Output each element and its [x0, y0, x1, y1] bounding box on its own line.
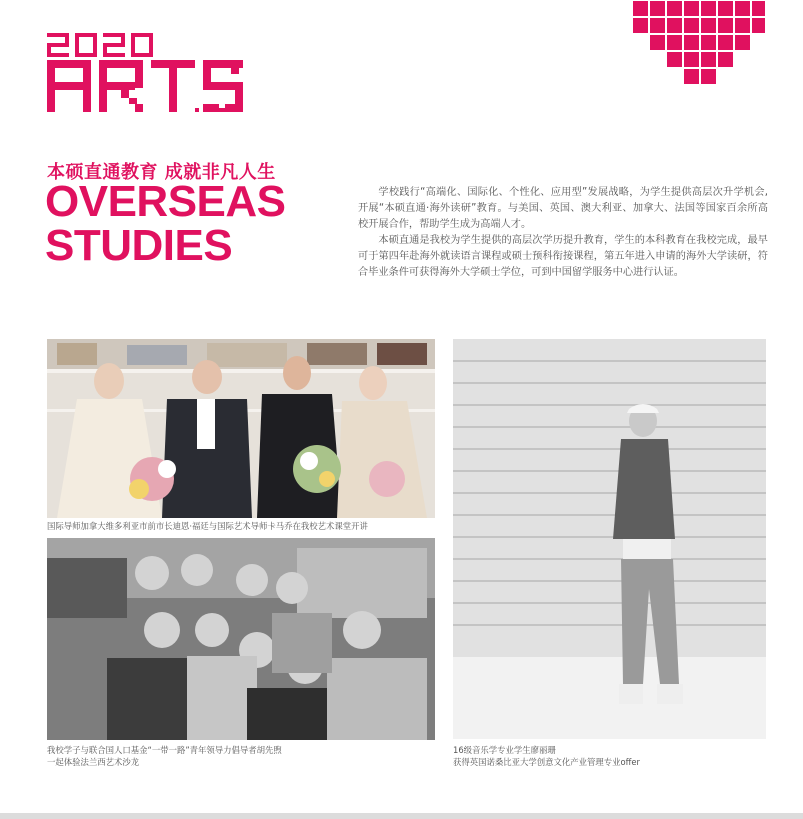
- logo-year-2020: [47, 33, 157, 57]
- photo-student-group: [47, 538, 435, 740]
- photo-classroom-mentors: [47, 339, 435, 518]
- photo2-caption: [47, 744, 447, 768]
- intro-paragraph-2: 本硕直通是我校为学生提供的高层次学历提升教育，学生的本科教育在我校完成，最早可于第四年赴海外就读语言课程或硕士预科衔接课程，第五年进入申请的海外大学读研，符合毕业条件可获得海外大学硕士学位，可到中国留学服务中心进行认证。: [358, 235, 768, 278]
- title-line-studies: STUDIES: [45, 221, 233, 270]
- photo-student-portrait: [453, 339, 766, 739]
- intro-text: [358, 185, 768, 281]
- title-line-overseas: OVERSEAS: [45, 177, 286, 226]
- bottom-divider: [0, 813, 803, 819]
- photo3-caption: [453, 744, 783, 768]
- page-title: [45, 177, 286, 270]
- pixel-heart-decoration: [632, 0, 766, 88]
- photo3-caption-line1: 16级音乐学专业学生廖丽珊: [453, 745, 556, 755]
- subtitle-chinese: 本硕直通教育 成就非凡人生: [47, 162, 276, 183]
- photo1-caption: 国际导师加拿大维多利亚市前市长迪恩·福廷与国际艺术导师卡马乔在我校艺术课堂开讲: [47, 521, 368, 531]
- intro-paragraph-1: 学校践行“高端化、国际化、个性化、应用型”发展战略，为学生提供高层次升学机会,开展“本硕直通·海外读研”教育。与美国、英国、澳大利亚、加拿大、法国等国家百余所高校开展合作，帮助学生成为高端人才。: [358, 187, 768, 230]
- photo2-caption-line2: 一起体验法兰西艺术沙龙: [47, 757, 140, 767]
- photo2-caption-line1: 我校学子与联合国人口基金“一带一路”青年领导力倡导者胡先煦: [47, 745, 282, 755]
- logo-arts: [47, 60, 247, 112]
- photo3-caption-line2: 获得英国诺桑比亚大学创意文化产业管理专业offer: [453, 757, 640, 767]
